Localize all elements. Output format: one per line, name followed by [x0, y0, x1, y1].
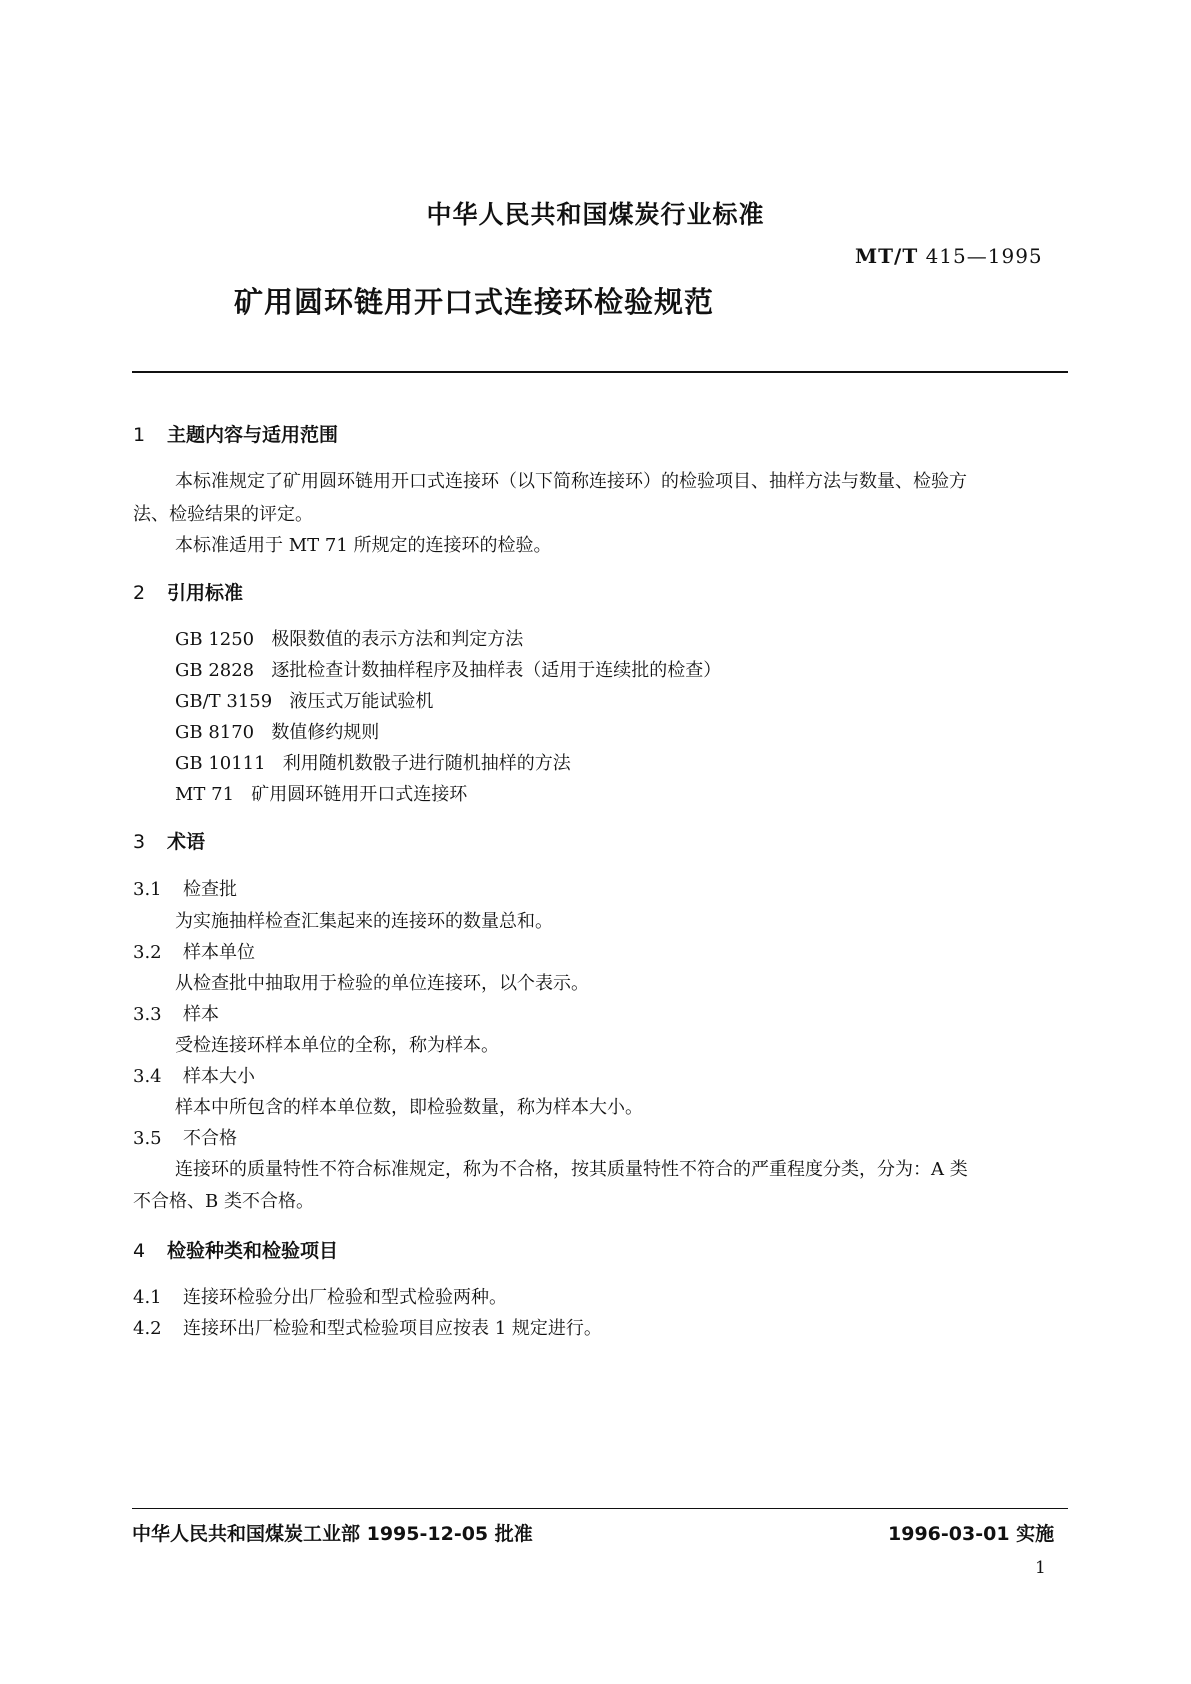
reference-code: GB 10111	[175, 753, 266, 774]
term-definition: 样本中所包含的样本单位数，即检验数量，称为样本大小。	[175, 1097, 643, 1118]
section-3-number: 3	[133, 831, 146, 853]
effective-date: 1996-03-01 实施	[888, 1523, 1055, 1545]
section-4-title: 检验种类和检验项目	[167, 1240, 339, 1262]
reference-code: GB 1250	[175, 629, 255, 650]
reference-code: MT 71	[175, 784, 235, 805]
term-number: 3.3	[133, 1004, 162, 1025]
reference-name: 数值修约规则	[271, 722, 380, 743]
term-name: 样本单位	[183, 942, 255, 963]
reference-name: 极限数值的表示方法和判定方法	[271, 629, 524, 650]
term-name: 样本	[183, 1004, 219, 1025]
term-heading	[133, 1062, 255, 1088]
term-number: 3.1	[133, 879, 162, 900]
reference-code: GB 8170	[175, 722, 255, 743]
footer-divider	[132, 1508, 1068, 1509]
reference-item	[175, 718, 379, 744]
page-number: 1	[1035, 1558, 1046, 1578]
reference-item	[175, 780, 467, 806]
term-name: 样本大小	[183, 1066, 255, 1087]
section-2-number: 2	[133, 582, 146, 604]
term-definition-line-2: 不合格、B 类不合格。	[133, 1191, 314, 1212]
section-1-paragraph-1-line-2: 法、检验结果的评定。	[133, 504, 313, 525]
reference-item	[175, 749, 571, 775]
section-3-title: 术语	[167, 831, 206, 853]
section-2-title: 引用标准	[167, 582, 244, 604]
reference-item	[175, 625, 523, 651]
header-divider	[132, 371, 1068, 373]
term-heading	[133, 1124, 237, 1150]
section-1-paragraph-1-line-1: 本标准规定了矿用圆环链用开口式连接环（以下简称连接环）的检验项目、抽样方法与数量、检验方	[175, 471, 967, 492]
term-name: 不合格	[183, 1128, 237, 1149]
section-1-paragraph-2: 本标准适用于 MT 71 所规定的连接环的检验。	[175, 535, 552, 556]
term-heading	[133, 938, 255, 964]
standard-code-prefix: MT/T	[855, 244, 919, 268]
reference-code: GB 2828	[175, 660, 255, 681]
document-title: 矿用圆环链用开口式连接环检验规范	[234, 285, 715, 319]
standard-code	[855, 244, 1043, 268]
reference-name: 矿用圆环链用开口式连接环	[251, 784, 468, 805]
section-1-title: 主题内容与适用范围	[167, 424, 339, 446]
term-number: 3.5	[133, 1128, 162, 1149]
section-2-heading	[133, 578, 243, 605]
term-definition: 受检连接环样本单位的全称，称为样本。	[175, 1035, 499, 1056]
clause-item	[133, 1283, 507, 1309]
term-number: 3.4	[133, 1066, 162, 1087]
approval-info: 中华人民共和国煤炭工业部 1995-12-05 批准	[132, 1523, 533, 1545]
term-heading	[133, 1000, 219, 1026]
term-number: 3.2	[133, 942, 162, 963]
clause-text: 连接环检验分出厂检验和型式检验两种。	[183, 1287, 507, 1308]
reference-name: 利用随机数骰子进行随机抽样的方法	[282, 753, 571, 774]
section-3-heading	[133, 827, 205, 854]
reference-item	[175, 687, 433, 713]
term-definition: 为实施抽样检查汇集起来的连接环的数量总和。	[175, 911, 553, 932]
reference-item	[175, 656, 721, 682]
term-definition-line-1: 连接环的质量特性不符合标准规定，称为不合格，按其质量特性不符合的严重程度分类，分为：A 类	[175, 1159, 968, 1180]
standard-code-number: 415—1995	[925, 244, 1043, 268]
clause-item	[133, 1314, 602, 1340]
reference-name: 逐批检查计数抽样程序及抽样表（适用于连续批的检查）	[271, 660, 722, 681]
section-1-heading	[133, 420, 338, 447]
standard-category-title: 中华人民共和国煤炭行业标准	[426, 200, 765, 229]
clause-number: 4.2	[133, 1318, 162, 1339]
term-heading	[133, 875, 237, 901]
section-4-number: 4	[133, 1240, 146, 1262]
clause-number: 4.1	[133, 1287, 162, 1308]
term-name: 检查批	[183, 879, 237, 900]
term-definition: 从检查批中抽取用于检验的单位连接环，以个表示。	[175, 973, 589, 994]
section-4-heading	[133, 1236, 338, 1263]
section-1-number: 1	[133, 424, 146, 446]
clause-text: 连接环出厂检验和型式检验项目应按表 1 规定进行。	[183, 1318, 602, 1339]
reference-code: GB/T 3159	[175, 691, 273, 712]
reference-name: 液压式万能试验机	[289, 691, 434, 712]
